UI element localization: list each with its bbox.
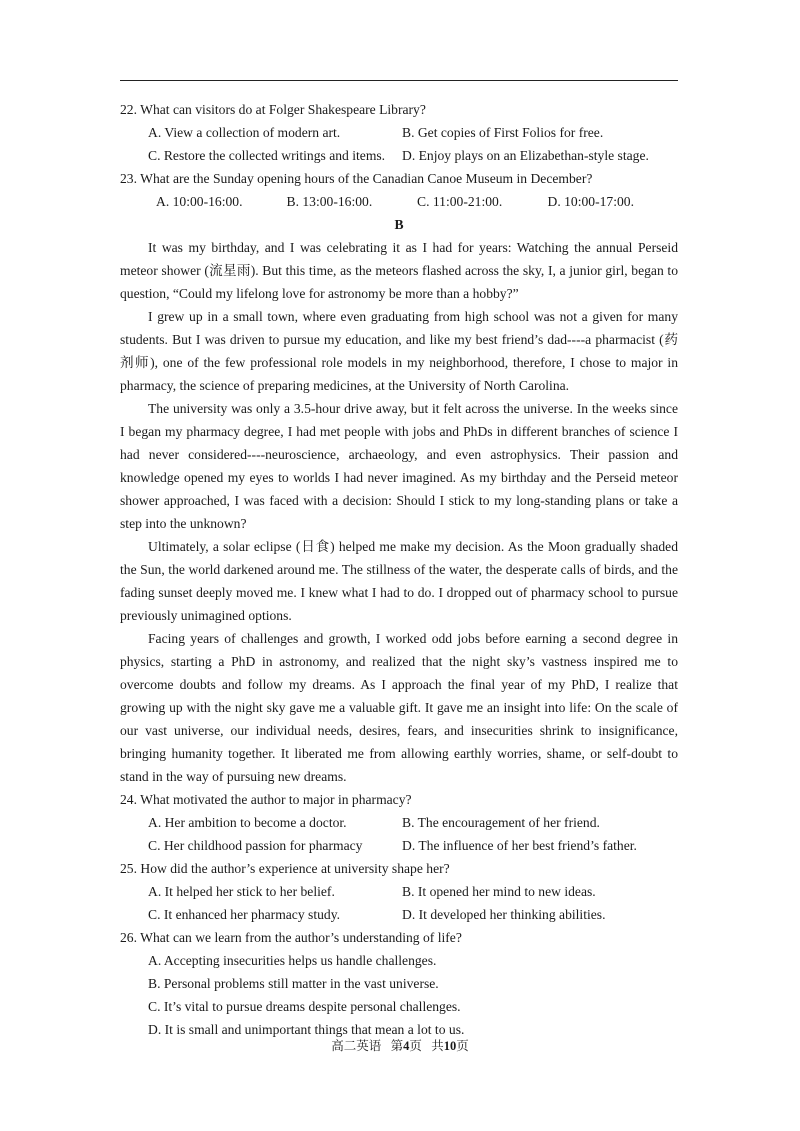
footer-total-prefix: 共 (431, 1039, 444, 1053)
q23-option-a: A. 10:00-16:00. (156, 194, 243, 209)
section-label: B (394, 217, 404, 232)
q25-option-c: C. It enhanced her pharmacy study. (148, 907, 341, 922)
q23-option-b: B. 13:00-16:00. (286, 194, 373, 209)
q23-option-c: C. 11:00-21:00. (417, 194, 503, 209)
q24-option-d: D. The influence of her best friend’s father. (402, 838, 637, 853)
question-23: 23. What are the Sunday opening hours of the Canadian Canoe Museum in December? (120, 171, 593, 186)
q24-option-a: A. Her ambition to become a doctor. (148, 815, 347, 830)
header-rule (120, 80, 678, 81)
q25-option-a: A. It helped her stick to her belief. (148, 884, 335, 899)
question-22-options-row-2 (120, 144, 678, 167)
footer-total-suffix: 页 (456, 1039, 469, 1053)
q24-option-c: C. Her childhood passion for pharmacy (148, 838, 363, 853)
passage-paragraph-1: It was my birthday, and I was celebrating it as I had for years: Watching the annual Perseid meteor shower (流星雨). But this time, as the meteors flashed across the sky, I, a junior girl, began to question, “Could my lifelong love for astronomy be more than a hobby?” (120, 240, 678, 301)
q22-option-b: B. Get copies of First Folios for free. (402, 125, 604, 140)
question-23-options (120, 190, 678, 213)
page-content (120, 98, 678, 1041)
q23-option-d: D. 10:00-17:00. (547, 194, 634, 209)
q22-option-c: C. Restore the collected writings and items. (148, 148, 386, 163)
q26-option-d: D. It is small and unimportant things that mean a lot to us. (148, 1022, 465, 1037)
question-22-options-row-1 (120, 121, 678, 144)
q22-option-a: A. View a collection of modern art. (148, 125, 341, 140)
passage-paragraph-2: I grew up in a small town, where even graduating from high school was not a given for many students. But I was driven to pursue my education, and like my best friend’s dad----a pharmacist (药剂师), one of the few professional role models in my neighborhood, therefore, I chose to major in pharmacy, the science of preparing medicines, at the University of North Carolina. (120, 309, 678, 393)
footer-page-number: 4 (403, 1039, 410, 1053)
footer-page-prefix: 第 (390, 1039, 404, 1053)
question-26: 26. What can we learn from the author’s understanding of life? (120, 930, 462, 945)
q25-option-b: B. It opened her mind to new ideas. (402, 884, 596, 899)
question-25: 25. How did the author’s experience at university shape her? (120, 861, 450, 876)
question-24-options-row-1 (120, 811, 678, 834)
question-24: 24. What motivated the author to major in pharmacy? (120, 792, 412, 807)
reading-passage (120, 236, 678, 788)
q24-option-b: B. The encouragement of her friend. (402, 815, 600, 830)
page-footer (0, 1036, 800, 1054)
question-25-options-row-1 (120, 880, 678, 903)
footer-page-suffix: 页 (409, 1039, 422, 1053)
q26-option-c: C. It’s vital to pursue dreams despite personal challenges. (148, 999, 461, 1014)
question-24-options-row-2 (120, 834, 678, 857)
q26-option-a: A. Accepting insecurities helps us handle challenges. (148, 953, 437, 968)
q25-option-d: D. It developed her thinking abilities. (402, 907, 606, 922)
q26-option-b: B. Personal problems still matter in the vast universe. (148, 976, 439, 991)
footer-subject: 高二英语 (331, 1039, 382, 1053)
question-25-options-row-2 (120, 903, 678, 926)
question-22: 22. What can visitors do at Folger Shakespeare Library? (120, 102, 426, 117)
footer-total-pages: 10 (443, 1039, 457, 1053)
q22-option-d: D. Enjoy plays on an Elizabethan-style stage. (402, 148, 649, 163)
passage-paragraph-3: The university was only a 3.5-hour drive away, but it felt across the universe. In the weeks since I began my pharmacy degree, I had met people with jobs and PhDs in different branches of science I had never considered----neuroscience, archaeology, and even astrophysics. Their passion and knowledge opened my eyes to worlds I had never imagined. As my birthday and the Perseid meteor shower approached, I was faced with a decision: Should I stick to my long-standing plans or take a step into the unknown? (120, 401, 678, 531)
passage-paragraph-5: Facing years of challenges and growth, I worked odd jobs before earning a second degree in physics, starting a PhD in astronomy, and realized that the night sky’s vastness inspired me to overcome doubts and follow my dreams. As I approach the final year of my PhD, I realize that growing up with the night sky gave me a valuable gift. It gave me an insight into life: On the scale of our vast universe, our individual needs, desires, fears, and insecurities shrink to insignificance, bringing humanity together. It liberated me from allowing earthly worries, shame, or self-doubt to stand in the way of pursuing new dreams. (120, 631, 678, 784)
passage-paragraph-4: Ultimately, a solar eclipse (日食) helped me make my decision. As the Moon gradually shaded the Sun, the world darkened around me. The stillness of the water, the desperate calls of birds, and the fading sunset deeply moved me. I knew what I had to do. I dropped out of pharmacy school to pursue previously unimagined options. (120, 539, 678, 623)
